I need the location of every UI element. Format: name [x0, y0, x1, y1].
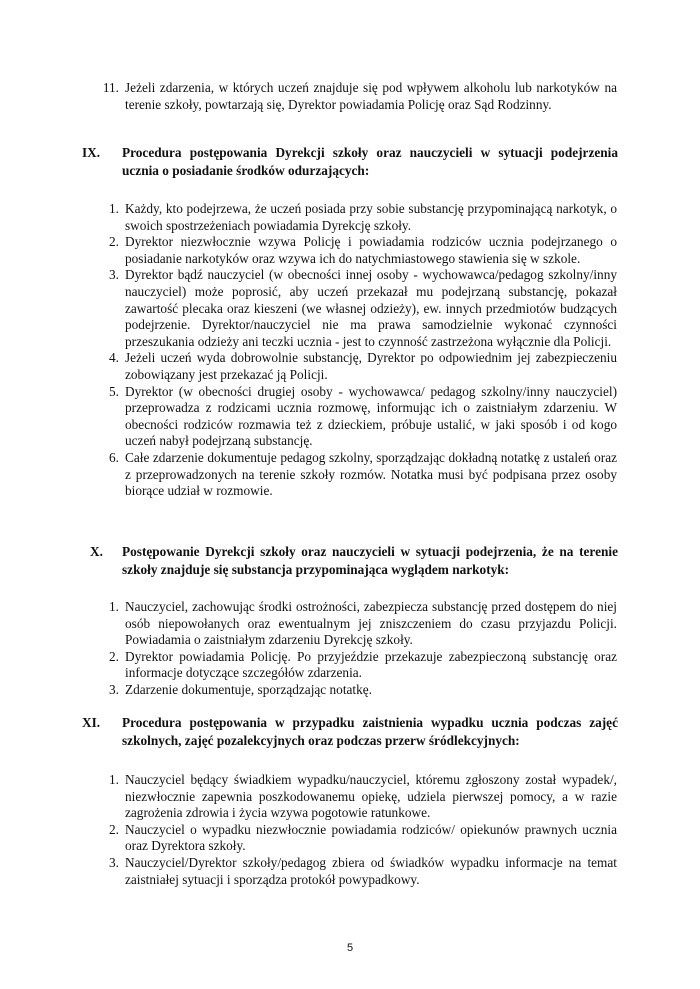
- list-item: 3. Dyrektor bądź nauczyciel (w obecności innej osoby - wychowawca/pedagog szkolny/inny nauczyciel) może poprosić, aby uczeń przekazał mu podejrzaną substancję, pokazał zawartość plecaka oraz kieszeni (we własnej odzieży), ew. innych przedmiotów budzących podejrzenie. Dyrektor/nauczyciel nie ma prawa samodzielnie wykonać czynności przeszukania odzieży ani teczki ucznia - jest to czynność zastrzeżona wyłącznie dla Policji.: [109, 267, 617, 349]
- list-item-text: Jeżeli uczeń wyda dobrowolnie substancję, Dyrektor po odpowiednim jej zabezpieczeniu zobowiązany jest przekazać ją Policji.: [125, 350, 617, 382]
- list-item: 1. Każdy, kto podejrzewa, że uczeń posiada przy sobie substancję przypominającą narkotyk, o swoich spostrzeżeniach powiadamia Dyrekcję szkoły.: [109, 201, 617, 233]
- section-heading-ix: [82, 144, 618, 184]
- section-number: X.: [90, 544, 103, 559]
- section-number: XI.: [82, 715, 101, 730]
- list-item: 3. Zdarzenie dokumentuje, sporządzając notatkę.: [109, 681, 372, 697]
- list-item-text: Nauczyciel będący świadkiem wypadku/nauczyciel, któremu zgłoszony został wypadek/, niezwłocznie zapewnia poszkodowanemu opiekę, udziela pierwszej pomocy, a w razie zagrożenia zdrowia i życia wzywa pogotowie ratunkowe.: [125, 772, 617, 821]
- list-item-text: Jeżeli zdarzenia, w których uczeń znajduje się pod wpływem alkoholu lub narkotyków na terenie szkoły, powtarzają się, Dyrektor powiadamia Policję oraz Sąd Rodzinny.: [125, 80, 617, 112]
- list-item-text: Każdy, kto podejrzewa, że uczeń posiada przy sobie substancję przypominającą narkotyk, o swoich spostrzeżeniach powiadamia Dyrekcję szkoły.: [125, 201, 617, 233]
- section-title: Procedura postępowania Dyrekcji szkoły oraz nauczycieli w sytuacji podejrzenia ucznia o posiadanie środków odurzających:: [122, 145, 618, 178]
- list-item-number: 11.: [102, 80, 119, 95]
- section-xi-list: [97, 772, 617, 888]
- list-item-text: Zdarzenie dokumentuje, sporządzając notatkę.: [125, 681, 372, 697]
- list-item: 2. Nauczyciel o wypadku niezwłocznie powiadamia rodziców/ opiekunów prawnych ucznia oraz Dyrektora szkoły.: [109, 821, 617, 854]
- list-item-text: Nauczyciel o wypadku niezwłocznie powiadamia rodziców/ opiekunów prawnych ucznia oraz Dyrektora szkoły.: [125, 821, 617, 854]
- list-item: 6. Całe zdarzenie dokumentuje pedagog szkolny, sporządzając dokładną notatkę z ustaleń oraz z przeprowadzonych na terenie szkoły rozmów. Notatka musi być podpisana przez osoby biorące udział w rozmowie.: [109, 449, 617, 499]
- list-item: 3. Nauczyciel/Dyrektor szkoły/pedagog zbiera od świadków wypadku informacje na temat zaistniałej sytuacji i sporządza protokół powypadkowy.: [109, 854, 617, 887]
- list-item-text: Dyrektor powiadamia Policję. Po przyjeździe przekazuje zabezpieczoną substancję oraz informacje dotyczące szczegółów zdarzenia.: [125, 648, 617, 681]
- section-number: IX.: [82, 145, 101, 160]
- section-heading-x: [90, 543, 618, 583]
- list-item-text: Nauczyciel, zachowując środki ostrożności, zabezpiecza substancję przed dostępem do niej osób niepowołanych oraz ewentualnym jej zniszczeniem do czasu przyjazdu Policji. Powiadamia o zaistniałym zdarzeniu Dyrekcję szkoły.: [125, 599, 617, 648]
- continued-list-item: [97, 80, 617, 113]
- list-item-text: Dyrektor niezwłocznie wzywa Policję i powiadamia rodziców ucznia podejrzanego o posiadanie narkotyków oraz wzywa ich do natychmiastowego stawienia się w szkole.: [125, 234, 617, 266]
- list-item-text: Dyrektor bądź nauczyciel (w obecności innej osoby - wychowawca/pedagog szkolny/inny nauczyciel) może poprosić, aby uczeń przekazał mu podejrzaną substancję, pokazał zawartość plecaka oraz kieszeni (we własnej odzieży), ew. innych przedmiotów budzących podejrzenie. Dyrektor/nauczyciel nie ma prawa samodzielnie wykonać czynności przeszukania odzieży ani teczki ucznia - jest to czynność zastrzeżona wyłącznie dla Policji.: [125, 267, 617, 349]
- section-title: Postępowanie Dyrekcji szkoły oraz nauczycieli w sytuacji podejrzenia, że na terenie szkoły znajduje się substancja przypominająca wyglądem narkotyk:: [122, 544, 618, 577]
- list-item: 2. Dyrektor niezwłocznie wzywa Policję i powiadamia rodziców ucznia podejrzanego o posiadanie narkotyków oraz wzywa ich do natychmiastowego stawienia się w szkole.: [109, 234, 617, 266]
- list-item-text: Całe zdarzenie dokumentuje pedagog szkolny, sporządzając dokładną notatkę z ustaleń oraz z przeprowadzonych na terenie szkoły rozmów. Notatka musi być podpisana przez osoby biorące udział w rozmowie.: [125, 449, 617, 499]
- list-item: [97, 80, 617, 113]
- list-item: 1. Nauczyciel, zachowując środki ostrożności, zabezpiecza substancję przed dostępem do niej osób niepowołanych oraz ewentualnym jej zniszczeniem do czasu przyjazdu Policji. Powiadamia o zaistniałym zdarzeniu Dyrekcję szkoły.: [109, 599, 617, 648]
- section-title: Procedura postępowania w przypadku zaistnienia wypadku ucznia podczas zajęć szkolnych, zajęć pozalekcyjnych oraz podczas przerw śródlekcyjnych:: [122, 715, 618, 748]
- list-item-text: Dyrektor (w obecności drugiej osoby - wychowawca/ pedagog szkolny/inny nauczyciel) przeprowadza z rodzicami ucznia rozmowę, informując ich o zaistniałym zdarzeniu. W obecności rodziców rozmawia też z dzieckiem, próbuje ustalić, w jaki sposób i od kogo uczeń nabył podejrzaną substancję.: [125, 383, 617, 449]
- list-item: 1. Nauczyciel będący świadkiem wypadku/nauczyciel, któremu zgłoszony został wypadek/, niezwłocznie zapewnia poszkodowanemu opiekę, udziela pierwszej pomocy, a w razie zagrożenia zdrowia i życia wzywa pogotowie ratunkowe.: [109, 772, 617, 821]
- page-number: 5: [346, 942, 354, 954]
- list-item-text: Nauczyciel/Dyrektor szkoły/pedagog zbiera od świadków wypadku informacje na temat zaistniałej sytuacji i sporządza protokół powypadkowy.: [125, 854, 617, 887]
- section-heading-xi: [82, 714, 618, 754]
- section-x-list: [97, 599, 617, 699]
- section-ix-list: [97, 201, 617, 500]
- list-item: 4. Jeżeli uczeń wyda dobrowolnie substancję, Dyrektor po odpowiednim jej zabezpieczeniu zobowiązany jest przekazać ją Policji.: [109, 350, 617, 382]
- list-item: 2. Dyrektor powiadamia Policję. Po przyjeździe przekazuje zabezpieczoną substancję oraz informacje dotyczące szczegółów zdarzenia.: [109, 648, 617, 681]
- list-item: 5. Dyrektor (w obecności drugiej osoby - wychowawca/ pedagog szkolny/inny nauczyciel) przeprowadza z rodzicami ucznia rozmowę, informując ich o zaistniałym zdarzeniu. W obecności rodziców rozmawia też z dzieckiem, próbuje ustalić, w jaki sposób i od kogo uczeń nabył podejrzaną substancję.: [109, 383, 617, 449]
